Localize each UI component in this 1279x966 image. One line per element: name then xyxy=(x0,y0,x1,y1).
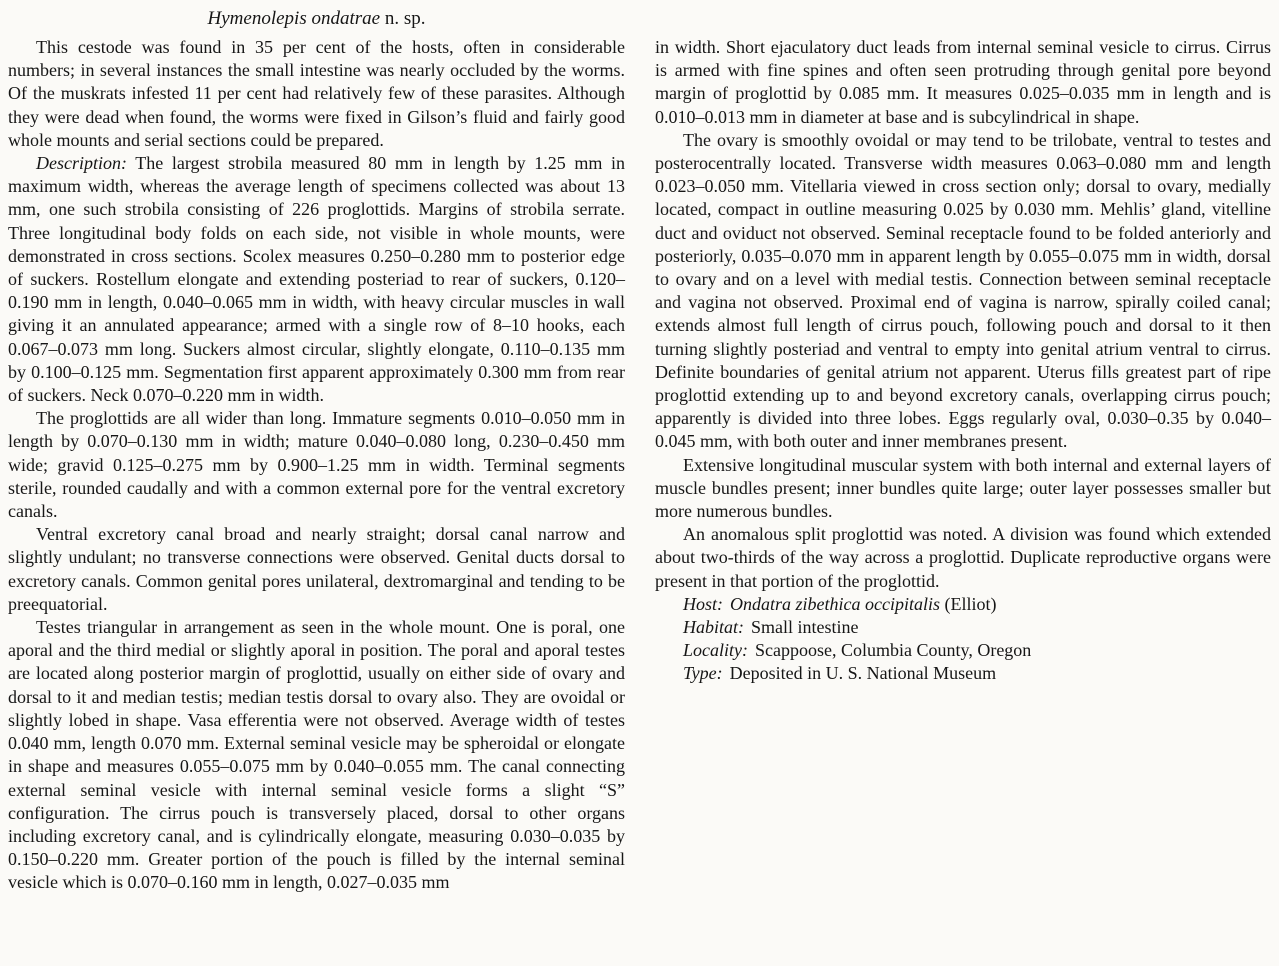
paragraph-excretory xyxy=(8,523,625,616)
paragraph-text: The ovary is smoothly ovoidal or may tend to be trilobate, ventral to testes and posterocentrally located. Transverse width measures 0.063–0.080 mm and length 0.023–0.050 mm. Vitellaria viewed in cross section only; dorsal to ovary, medially located, compact in outline measuring 0.025 by 0.030 mm. Mehlis’ gland, vitelline duct and oviduct not observed. Seminal receptacle found to be folded anteriorly and posteriorly, 0.035–0.070 mm in apparent length by 0.055–0.075 mm in width, dorsal to ovary and on a level with medial testis. Connection between seminal receptacle and vagina not observed. Proximal end of vagina is narrow, spirally coiled canal; extends almost full length of cirrus pouch, following pouch and dorsal to it then turning slightly posteriad and ventral to empty into genital atrium ventral to cirrus. Definite boundaries of genital atrium not apparent. Uterus fills greatest part of ripe proglottid extending up to and beyond excretory canals, overlapping cirrus pouch; apparently is divided into three lobes. Eggs regularly oval, 0.030–0.35 by 0.040–0.045 mm, with both outer and inner membranes present. xyxy=(655,129,1271,452)
paragraph-text: Extensive longitudinal muscular system with both internal and external layers of muscle bundles present; inner bundles quite large; outer layer possesses smaller but more numerous bundles. xyxy=(655,454,1271,522)
record-value: (Elliot) xyxy=(939,593,997,614)
record-locality xyxy=(655,639,1271,662)
right-column xyxy=(655,36,1271,686)
paragraph-text: Ventral excretory canal broad and nearly straight; dorsal canal narrow and slightly undulant; no transverse connections were observed. Genital ducts dorsal to excretory canals. Common genital pores unilateral, dextromarginal and tending to be preequatorial. xyxy=(8,524,625,614)
species-name-suffix: n. sp. xyxy=(380,8,426,29)
paragraph-ovary xyxy=(655,129,1271,454)
paragraph-text: This cestode was found in 35 per cent of the hosts, often in considerable numbers; in several instances the small intestine was nearly occluded by the worms. Of the muskrats infested 11 per cent had relatively few of these parasites. Although they were dead when found, the worms were fixed in Gilson’s fluid and fairly good whole mounts and serial sections could be prepared. xyxy=(8,37,625,150)
record-type xyxy=(655,662,1271,685)
record-label: Type: xyxy=(683,663,723,684)
paragraph-text: The largest strobila measured 80 mm in length by 1.25 mm in maximum width, whereas the average length of specimens collected was about 13 mm, one such strobila consisting of 226 proglottids. Margins of strobila serrate. Three longitudinal body folds on each side, not visible in whole mounts, were demonstrated in cross sections. Scolex measures 0.250–0.280 mm to posterior edge of suckers. Rostellum elongate and extending posteriad to rear of suckers, 0.120–0.190 mm in length, 0.040–0.065 mm in width, with heavy circular muscles in wall giving it an annulated appearance; armed with a single row of 8–10 hooks, each 0.067–0.073 mm long. Suckers almost circular, slightly elongate, 0.110–0.135 mm by 0.100–0.125 mm. Segmentation first apparent approximately 0.300 mm from rear of suckers. Neck 0.070–0.220 mm in width. xyxy=(8,153,625,406)
species-heading xyxy=(8,7,625,31)
paragraph-text: An anomalous split proglottid was noted. A division was found which extended about two-thirds of the way across a proglottid. Duplicate reproductive organs were present in that portion of the proglottid. xyxy=(655,524,1271,591)
paragraph-cirrus-continuation xyxy=(655,36,1271,129)
paragraph-text: Testes triangular in arrangement as seen in the whole mount. One is poral, one aporal and the third medial or slightly aporal in position. The poral and aporal testes are located along posterior margin of proglottid, usually on either side of ovary and dorsal to it and median testis; median testis dorsal to ovary also. They are ovoidal or slightly lobed in shape. Vasa efferentia were not observed. Average width of testes 0.040 mm, length 0.070 mm. External seminal vesicle may be spheroidal or elongate in shape and measures 0.055–0.075 mm by 0.040–0.055 mm. The canal connecting external seminal vesicle with internal seminal vesicle forms a slight “S” configuration. The cirrus pouch is transversely placed, dorsal to other organs including excretory canal, and is cylindrically elongate, measuring 0.030–0.035 by 0.150–0.220 mm. Greater portion of the pouch is filled by the internal seminal vesicle which is 0.070–0.160 mm in length, 0.027–0.035 mm xyxy=(8,617,625,893)
paragraph-text: in width. Short ejaculatory duct leads from internal seminal vesicle to cirrus. Cirrus is armed with fine spines and often seen protruding through genital pore beyond margin of proglottid by 0.085 mm. It measures 0.025–0.035 mm in length and is 0.010–0.013 mm in diameter at base and is subcylindrical in shape. xyxy=(655,37,1271,127)
record-label: Host: xyxy=(683,593,723,614)
paragraph-lead-italic: Description: xyxy=(36,153,127,174)
paragraph-anomaly xyxy=(655,523,1271,593)
record-value-italic: Ondatra zibethica occipitalis xyxy=(730,593,940,614)
specimen-records xyxy=(655,593,1271,686)
record-label: Locality: xyxy=(683,640,748,661)
paragraph-description xyxy=(8,152,625,407)
paragraph-musculature xyxy=(655,454,1271,524)
record-value: Scappoose, Columbia County, Oregon xyxy=(755,640,1032,661)
paragraph-proglottids xyxy=(8,407,625,523)
record-value: Deposited in U. S. National Museum xyxy=(729,663,997,684)
paragraph-intro xyxy=(8,36,625,152)
record-value: Small intestine xyxy=(751,617,859,638)
record-host xyxy=(655,593,1271,616)
paragraph-text: The proglottids are all wider than long. Immature segments 0.010–0.050 mm in length by 0.070–0.130 mm in width; mature 0.040–0.080 long, 0.230–0.450 mm wide; gravid 0.125–0.275 mm by 0.900–1.25 mm in width. Terminal segments sterile, rounded caudally and with a common external pore for the ventral excretory canals. xyxy=(8,408,625,522)
left-column xyxy=(8,36,625,895)
species-name-italic: Hymenolepis ondatrae xyxy=(207,8,381,29)
paragraph-testes xyxy=(8,616,625,894)
record-label: Habitat: xyxy=(683,617,744,638)
record-habitat xyxy=(655,616,1271,639)
